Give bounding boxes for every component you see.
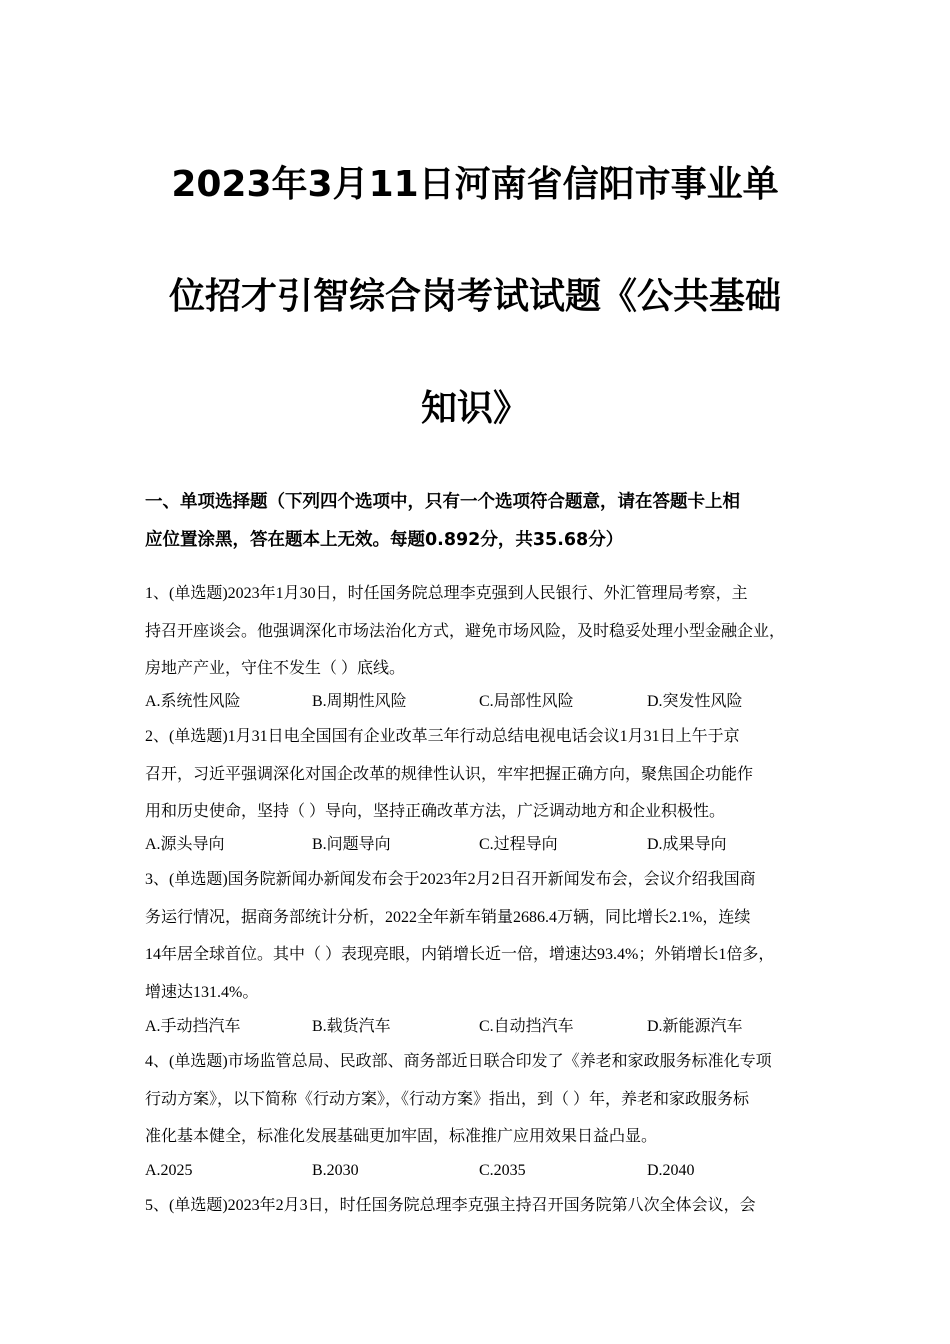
question-1-option-a: A.系统性风险	[145, 693, 241, 710]
question-3-option-c: C.自动挡汽车	[479, 1018, 574, 1035]
question-2-option-d: D.成果导向	[647, 836, 727, 853]
question-2-option-c: C.过程导向	[479, 836, 558, 853]
question-4-line-1: 4、(单选题)市场监管总局、民政部、商务部近日联合印发了《养老和家政服务标准化专项	[145, 1053, 772, 1070]
question-2-option-a: A.源头导向	[145, 836, 225, 853]
question-3-line-2: 务运行情况，据商务部统计分析，2022全年新车销量2686.4万辆，同比增长2.1%，连续	[145, 909, 751, 926]
question-1-option-d: D.突发性风险	[647, 693, 743, 710]
question-2-options	[145, 835, 825, 855]
question-2-line-3: 用和历史使命，坚持（ ）导向，坚持正确改革方法，广泛调动地方和企业积极性。	[145, 803, 726, 820]
question-2-option-b: B.问题导向	[312, 836, 391, 853]
question-4-option-b: B.2030	[312, 1162, 359, 1179]
question-3-line-1: 3、(单选题)国务院新闻办新闻发布会于2023年2月2日召开新闻发布会，会议介绍我国商	[145, 871, 756, 888]
document-title-line-3: 知识》	[420, 388, 529, 429]
question-3-option-a: A.手动挡汽车	[145, 1018, 241, 1035]
question-3-options	[145, 1017, 825, 1037]
question-4-option-c: C.2035	[479, 1162, 526, 1179]
question-2-line-1: 2、(单选题)1月31日电全国国有企业改革三年行动总结电视电话会议1月31日上午于京	[145, 728, 740, 745]
section-heading-line-1: 一、单项选择题（下列四个选项中，只有一个选项符合题意，请在答题卡上相	[145, 492, 740, 512]
question-1-line-1: 1、(单选题)2023年1月30日，时任国务院总理李克强到人民银行、外汇管理局考察，主	[145, 585, 748, 602]
question-3-line-4: 增速达131.4%。	[145, 984, 259, 1001]
document-title-line-1: 2023年3月11日河南省信阳市事业单	[171, 164, 779, 205]
question-3-option-b: B.载货汽车	[312, 1018, 391, 1035]
question-1-options	[145, 692, 825, 712]
question-3-option-d: D.新能源汽车	[647, 1018, 743, 1035]
section-heading-line-2: 应位置涂黑，答在题本上无效。每题0.892分，共35.68分）	[145, 530, 624, 550]
question-1-line-2: 持召开座谈会。他强调深化市场法治化方式，避免市场风险，及时稳妥处理小型金融企业，	[145, 623, 786, 640]
question-5-line-1: 5、(单选题)2023年2月3日，时任国务院总理李克强主持召开国务院第八次全体会议，会	[145, 1197, 756, 1214]
question-2-line-2: 召开，习近平强调深化对国企改革的规律性认识，牢牢把握正确方向，聚焦国企功能作	[145, 766, 754, 783]
question-4-option-a: A.2025	[145, 1162, 193, 1179]
question-3-line-3: 14年居全球首位。其中（ ）表现亮眼，内销增长近一倍，增速达93.4%；外销增长1倍多，	[145, 946, 775, 963]
question-4-option-d: D.2040	[647, 1162, 695, 1179]
question-4-line-3: 准化基本健全，标准化发展基础更加牢固，标准推广应用效果日益凸显。	[145, 1128, 658, 1145]
question-4-line-2: 行动方案》，以下简称《行动方案》，《行动方案》指出，到（ ）年，养老和家政服务标	[145, 1091, 750, 1108]
question-1-option-b: B.周期性风险	[312, 693, 407, 710]
question-1-line-3: 房地产产业，守住不发生（ ）底线。	[145, 660, 406, 677]
document-title-line-2: 位招才引智综合岗考试试题《公共基础	[168, 276, 781, 317]
question-4-options	[145, 1161, 825, 1181]
question-1-option-c: C.局部性风险	[479, 693, 574, 710]
